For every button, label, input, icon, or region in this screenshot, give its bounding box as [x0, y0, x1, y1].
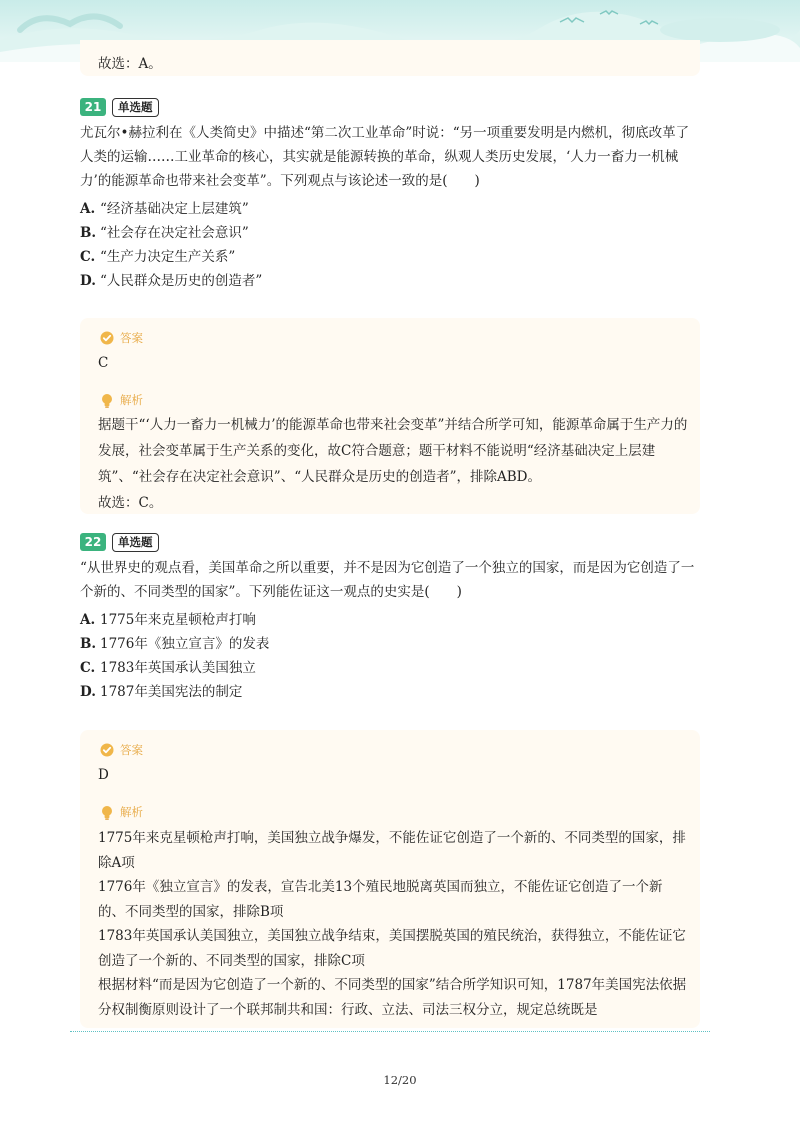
analysis-item-d: 根据材料“而是因为它创造了一个新的、不同类型的国家”结合所学知识可知，1787年美国宪法依据分权制衡原则设计了一个联邦制共和国：行政、立法、司法三权分立，规定总统既是: [98, 977, 687, 1018]
footer-divider: [70, 1031, 710, 1032]
option-a[interactable]: A. 1775年来克星顿枪声打响: [80, 612, 256, 628]
option-d[interactable]: D. “人民群众是历史的创造者”: [80, 273, 263, 289]
analysis-item-c: 1783年英国承认美国独立，美国独立战争结束，美国摆脱英国的殖民统治，获得独立，不能佐证它创造了一个新的、不同类型的国家，排除C项: [98, 928, 686, 969]
check-circle-icon: [100, 331, 114, 345]
question-22: [80, 532, 700, 704]
analysis-conclusion: 故选：C。: [98, 495, 163, 511]
analysis-tag: [100, 392, 143, 408]
option-b[interactable]: B. 1776年《独立宣言》的发表: [80, 636, 270, 652]
analysis-label: 解析: [120, 805, 143, 819]
answer-tag: [100, 742, 143, 758]
analysis-tag: [100, 804, 143, 820]
option-d[interactable]: D. 1787年美国宪法的制定: [80, 684, 243, 700]
option-b[interactable]: B. “社会存在决定社会意识”: [80, 225, 249, 241]
lightbulb-icon: [100, 393, 114, 408]
question-stem: “从世界史的观点看，美国革命之所以重要，并不是因为它创造了一个独立的国家，而是因为它创造了一个新的、不同类型的国家”。下列能佐证这一观点的史实是( ): [80, 560, 695, 600]
analysis-item-b: 1776年《独立宣言》的发表，宣告北美13个殖民地脱离英国而独立，不能佐证它创造了一个新的、不同类型的国家，排除B项: [98, 879, 663, 920]
question-header: [80, 97, 700, 117]
question-number: 21: [80, 98, 106, 116]
answer-box-21: [80, 318, 700, 514]
options-list: [80, 197, 700, 293]
answer-label: 答案: [120, 331, 143, 345]
analysis-label: 解析: [120, 393, 143, 407]
answer-label: 答案: [120, 743, 143, 757]
answer-value: D: [98, 767, 109, 783]
analysis-item-a: 1775年来克星顿枪声打响，美国独立战争爆发，不能佐证它创造了一个新的、不同类型的国家，排除A项: [98, 830, 686, 871]
option-c[interactable]: C. 1783年英国承认美国独立: [80, 660, 256, 676]
analysis-text: [98, 826, 688, 1022]
previous-conclusion: 故选：A。: [98, 56, 162, 72]
options-list: [80, 608, 700, 704]
question-type-badge: 单选题: [112, 533, 159, 552]
analysis-text: [98, 412, 688, 516]
question-header: [80, 532, 700, 552]
previous-answer-tail: [80, 40, 700, 76]
question-21: [80, 97, 700, 293]
analysis-paragraph: 据题干“‘人力一畜力一机械力’的能源革命也带来社会变革”并结合所学可知，能源革命属于生产力的发展，社会变革属于生产关系的变化，故C符合题意；题干材料不能说明“经济基础决定上层建筑”、“社会存在决定社会意识”、“人民群众是历史的创造者”，排除ABD。: [98, 417, 688, 485]
lightbulb-icon: [100, 805, 114, 820]
question-number: 22: [80, 533, 106, 551]
option-a[interactable]: A. “经济基础决定上层建筑”: [80, 201, 249, 217]
answer-tag: [100, 330, 143, 346]
option-c[interactable]: C. “生产力决定生产关系”: [80, 249, 236, 265]
answer-box-22: [80, 730, 700, 1028]
question-type-badge: 单选题: [112, 98, 159, 117]
answer-value: C: [98, 355, 109, 371]
page-number: 12/20: [383, 1073, 417, 1087]
check-circle-icon: [100, 743, 114, 757]
question-stem: 尤瓦尔•赫拉利在《人类简史》中描述“第二次工业革命”时说：“另一项重要发明是内燃机，彻底改革了人类的运输……工业革命的核心，其实就是能源转换的革命，纵观人类历史发展，‘人力一畜力一机械力’的能源革命也带来社会变革”。下列观点与该论述一致的是( ): [80, 125, 690, 189]
